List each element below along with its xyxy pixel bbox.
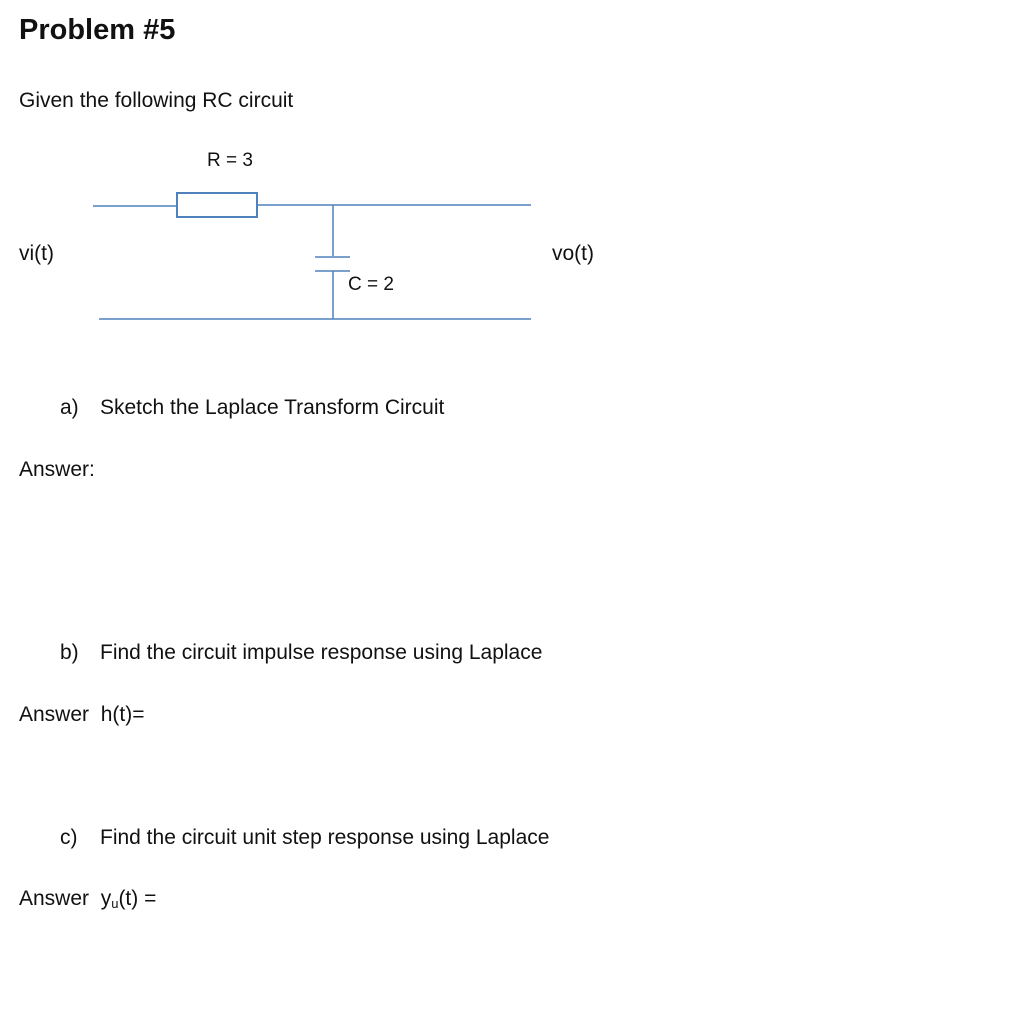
question-b-letter: b) (60, 641, 79, 664)
question-a-text: Sketch the Laplace Transform Circuit (100, 396, 445, 419)
question-c (60, 826, 549, 850)
answer-c-label: Answer (19, 887, 90, 910)
answer-b-expression: h(t)= (100, 703, 145, 726)
intro-text: Given the following RC circuit (19, 89, 294, 112)
capacitor-label: C = 2 (348, 274, 394, 295)
answer-a-label: Answer: (19, 458, 95, 481)
answer-c (19, 887, 156, 911)
answer-c-expr-base: y (100, 887, 112, 910)
resistor-label: R = 3 (207, 150, 253, 171)
answer-c-expr-sub: u (111, 896, 119, 911)
question-b-text: Find the circuit impulse response using Laplace (100, 641, 543, 664)
answer-b (19, 703, 144, 727)
answer-c-expr-tail: (t) = (118, 887, 157, 910)
question-c-text: Find the circuit unit step response using Laplace (100, 826, 550, 849)
answer-c-expression (101, 887, 157, 910)
resistor-symbol (177, 193, 257, 217)
question-c-letter: c) (60, 826, 78, 849)
question-a (60, 396, 444, 420)
input-voltage-label: vi(t) (19, 242, 54, 265)
question-b (60, 641, 542, 665)
output-voltage-label: vo(t) (552, 242, 594, 265)
problem-title: Problem #5 (19, 14, 176, 46)
question-a-letter: a) (60, 396, 79, 419)
answer-b-label: Answer (19, 703, 90, 726)
